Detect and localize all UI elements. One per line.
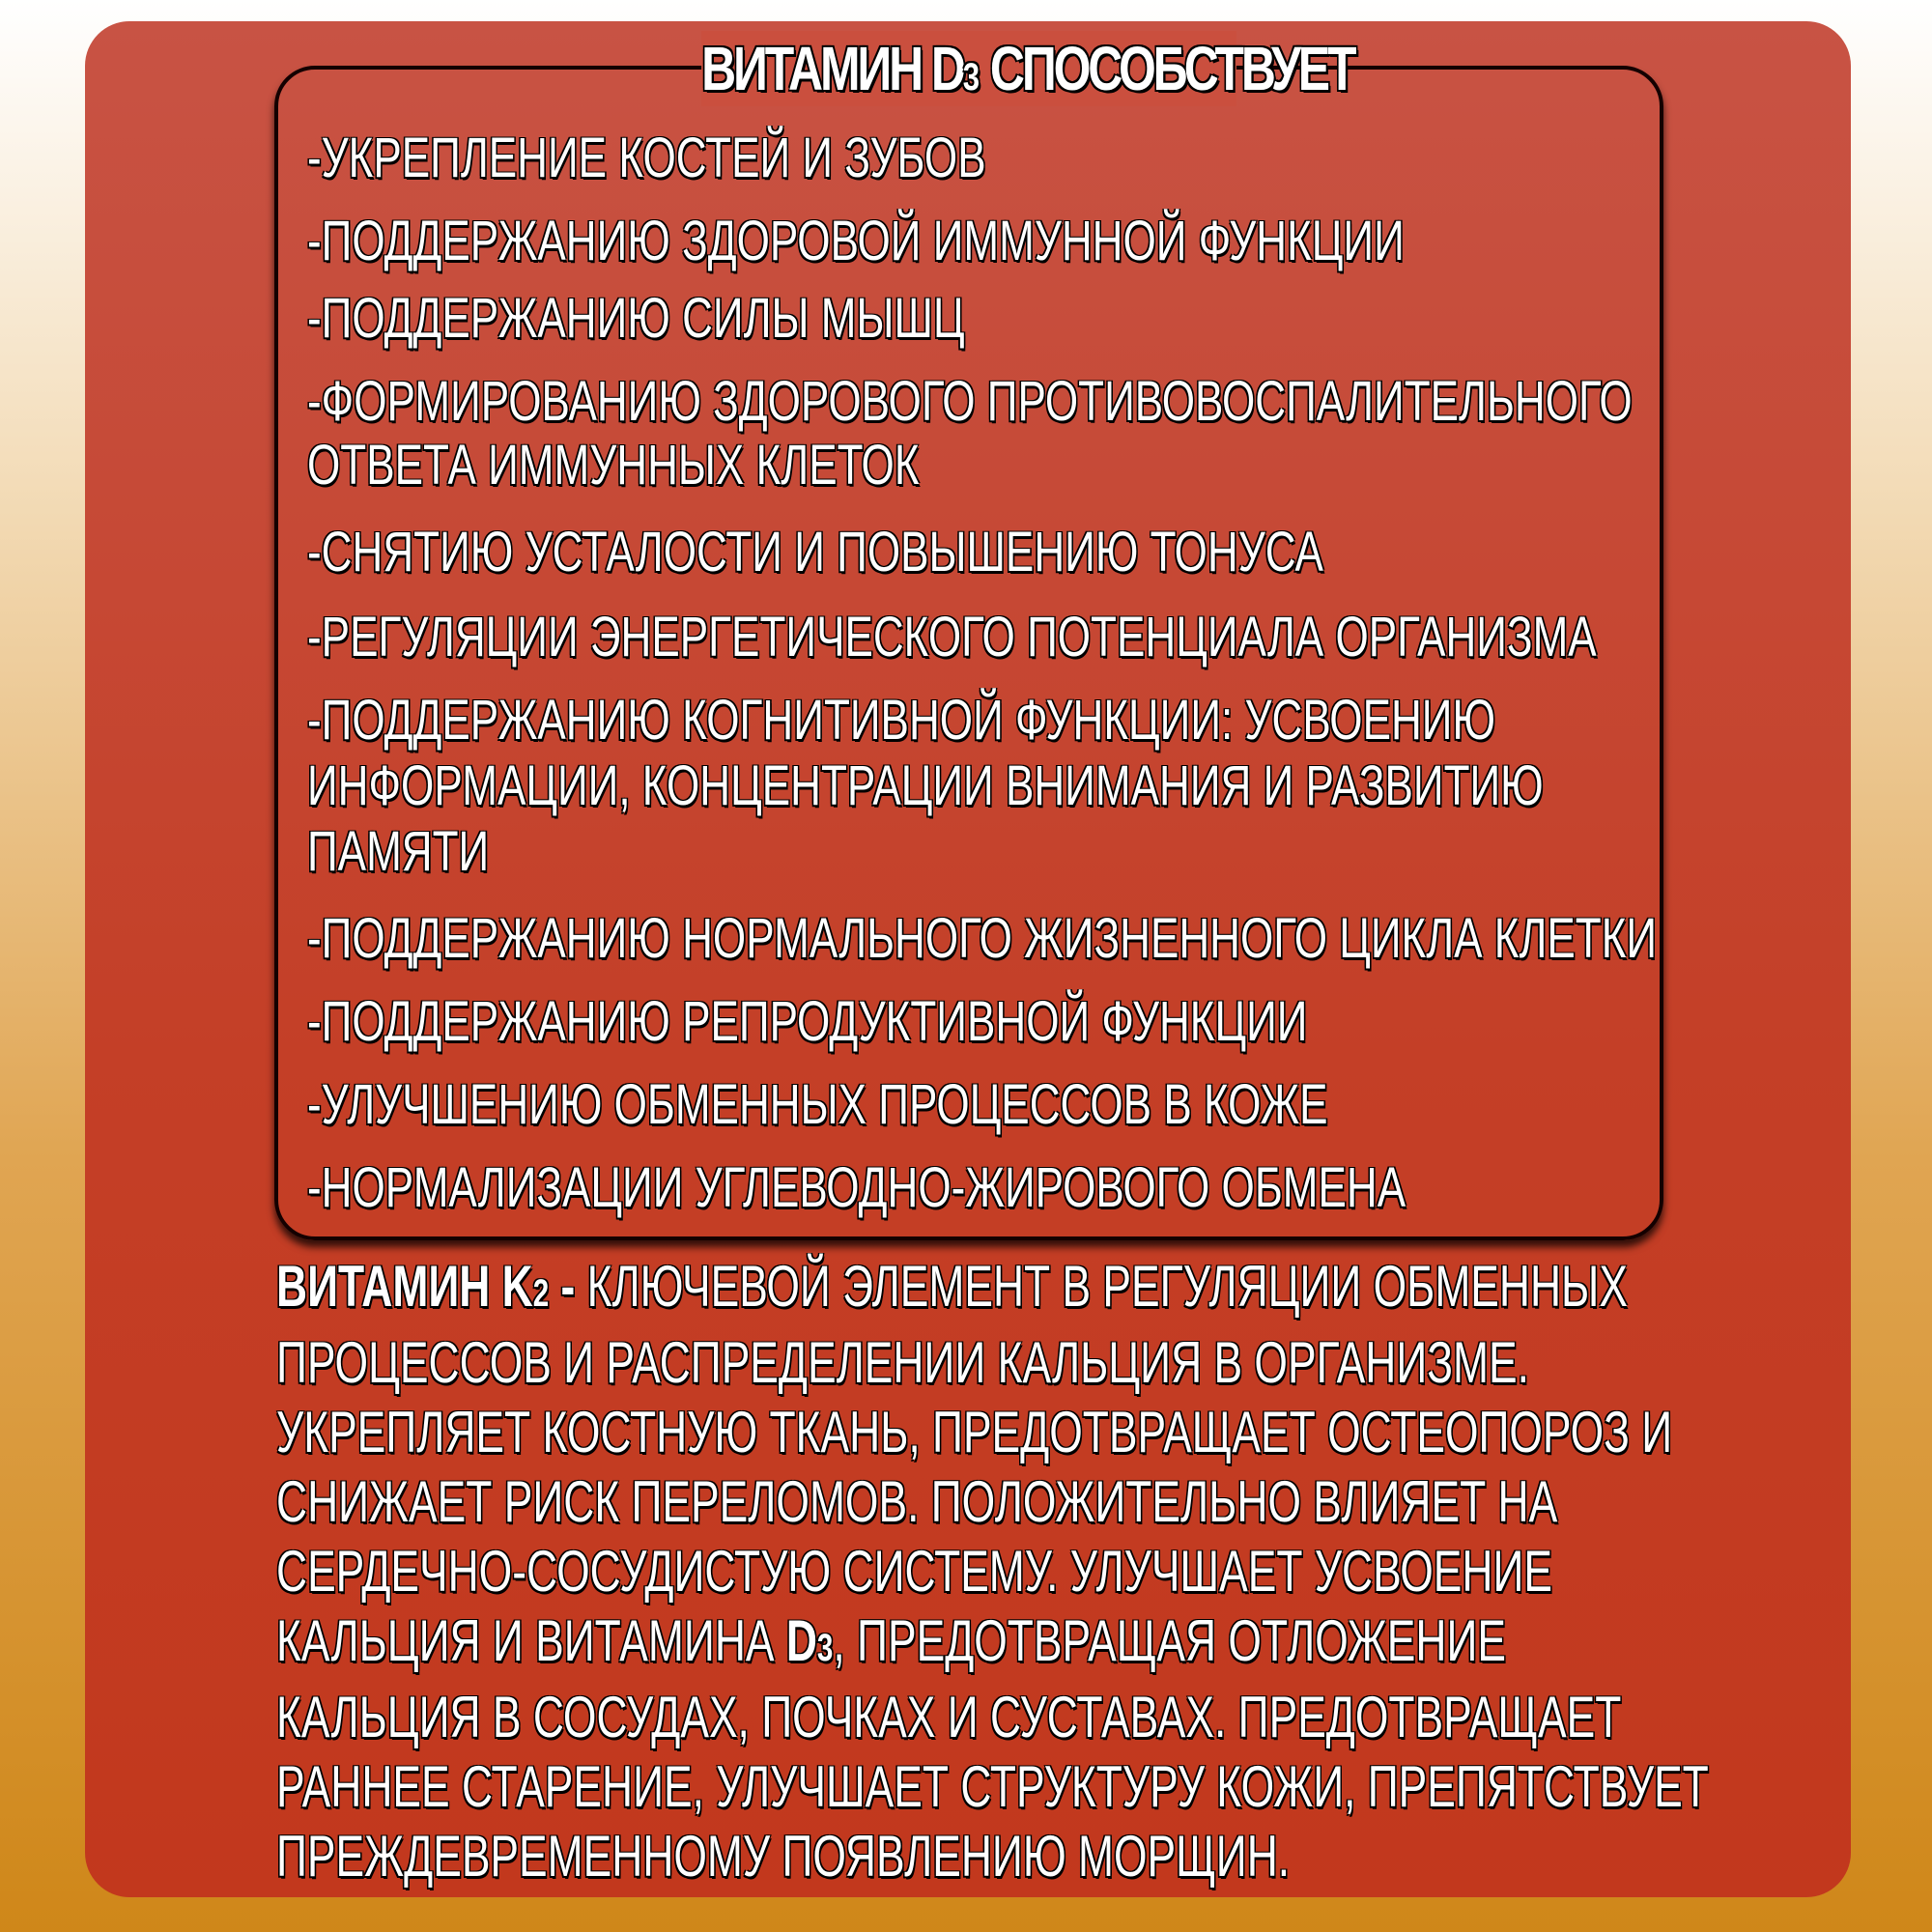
k2-line <box>276 1252 1834 1328</box>
k2-line: РАННЕЕ СТАРЕНИЕ, УЛУЧШАЕТ СТРУКТУРУ КОЖИ, ПРЕПЯТСТВУЕТ <box>276 1754 1709 1819</box>
benefit-line: ОТВЕТА ИММУННЫХ КЛЕТОК <box>307 434 920 497</box>
k2-line: УКРЕПЛЯЕТ КОСТНУЮ ТКАНЬ, ПРЕДОТВРАЩАЕТ ОСТЕОПОРОЗ И <box>276 1400 1673 1464</box>
k2-line-6-pre: КАЛЬЦИЯ И ВИТАМИНА <box>276 1608 786 1673</box>
k2-label-subscript: 2 <box>532 1272 550 1315</box>
benefit-line: -УЛУЧШЕНИЮ ОБМЕННЫХ ПРОЦЕССОВ В КОЖЕ <box>307 1073 1328 1136</box>
heading-tail: СПОСОБСТВУЕТ <box>980 34 1354 103</box>
benefit-line: -ПОДДЕРЖАНИЮ ЗДОРОВОЙ ИММУННОЙ ФУНКЦИИ <box>307 210 1405 272</box>
k2-line-6-post: , ПРЕДОТВРАЩАЯ ОТЛОЖЕНИЕ <box>833 1608 1507 1673</box>
k2-line-6-subscript: 3 <box>816 1627 834 1669</box>
benefit-line: ИНФОРМАЦИИ, КОНЦЕНТРАЦИИ ВНИМАНИЯ И РАЗВИТИЮ <box>307 754 1544 817</box>
benefit-line: -УКРЕПЛЕНИЕ КОСТЕЙ И ЗУБОВ <box>307 127 986 189</box>
k2-line: ПРЕЖДЕВРЕМЕННОМУ ПОЯВЛЕНИЮ МОРЩИН. <box>276 1824 1291 1889</box>
k2-line <box>276 1606 1834 1683</box>
benefit-line: ПАМЯТИ <box>307 820 490 883</box>
benefit-line: -НОРМАЛИЗАЦИИ УГЛЕВОДНО-ЖИРОВОГО ОБМЕНА <box>307 1156 1406 1219</box>
k2-line: КАЛЬЦИЯ В СОСУДАХ, ПОЧКАХ И СУСТАВАХ. ПРЕДОТВРАЩАЕТ <box>276 1685 1622 1749</box>
vitamin-k2-description <box>276 1252 1834 1891</box>
heading-main: ВИТАМИН D <box>701 34 963 103</box>
benefit-line: -ПОДДЕРЖАНИЮ СИЛЫ МЫШЦ <box>307 287 965 350</box>
k2-label-dash: - <box>549 1254 587 1319</box>
k2-line: СЕРДЕЧНО-СОСУДИСТУЮ СИСТЕМУ. УЛУЧШАЕТ УСВОЕНИЕ <box>276 1539 1552 1604</box>
k2-line-6-d: D <box>785 1608 817 1673</box>
k2-label: ВИТАМИН K <box>276 1254 533 1319</box>
k2-line-1-text: КЛЮЧЕВОЙ ЭЛЕМЕНТ В РЕГУЛЯЦИИ ОБМЕННЫХ <box>586 1254 1628 1319</box>
heading-subscript: 3 <box>962 56 980 99</box>
benefit-line: -СНЯТИЮ УСТАЛОСТИ И ПОВЫШЕНИЮ ТОНУСА <box>307 521 1323 583</box>
benefit-line: -ПОДДЕРЖАНИЮ КОГНИТИВНОЙ ФУНКЦИИ: УСВОЕНИЮ <box>307 689 1496 752</box>
benefit-line: -ПОДДЕРЖАНИЮ НОРМАЛЬНОГО ЖИЗНЕННОГО ЦИКЛА КЛЕТКИ <box>307 907 1658 970</box>
vitamin-d3-benefits-list <box>307 126 1658 1221</box>
k2-line: ПРОЦЕССОВ И РАСПРЕДЕЛЕНИИ КАЛЬЦИЯ В ОРГАНИЗМЕ. <box>276 1330 1529 1395</box>
benefit-line: -ПОДДЕРЖАНИЮ РЕПРОДУКТИВНОЙ ФУНКЦИИ <box>307 990 1308 1053</box>
k2-line: СНИЖАЕТ РИСК ПЕРЕЛОМОВ. ПОЛОЖИТЕЛЬНО ВЛИЯЕТ НА <box>276 1469 1558 1534</box>
vitamin-d3-heading <box>701 31 1354 106</box>
benefit-line: -ФОРМИРОВАНИЮ ЗДОРОВОГО ПРОТИВОВОСПАЛИТЕЛЬНОГО <box>307 370 1633 433</box>
benefit-line: -РЕГУЛЯЦИИ ЭНЕРГЕТИЧЕСКОГО ПОТЕНЦИАЛА ОРГАНИЗМА <box>307 606 1597 668</box>
